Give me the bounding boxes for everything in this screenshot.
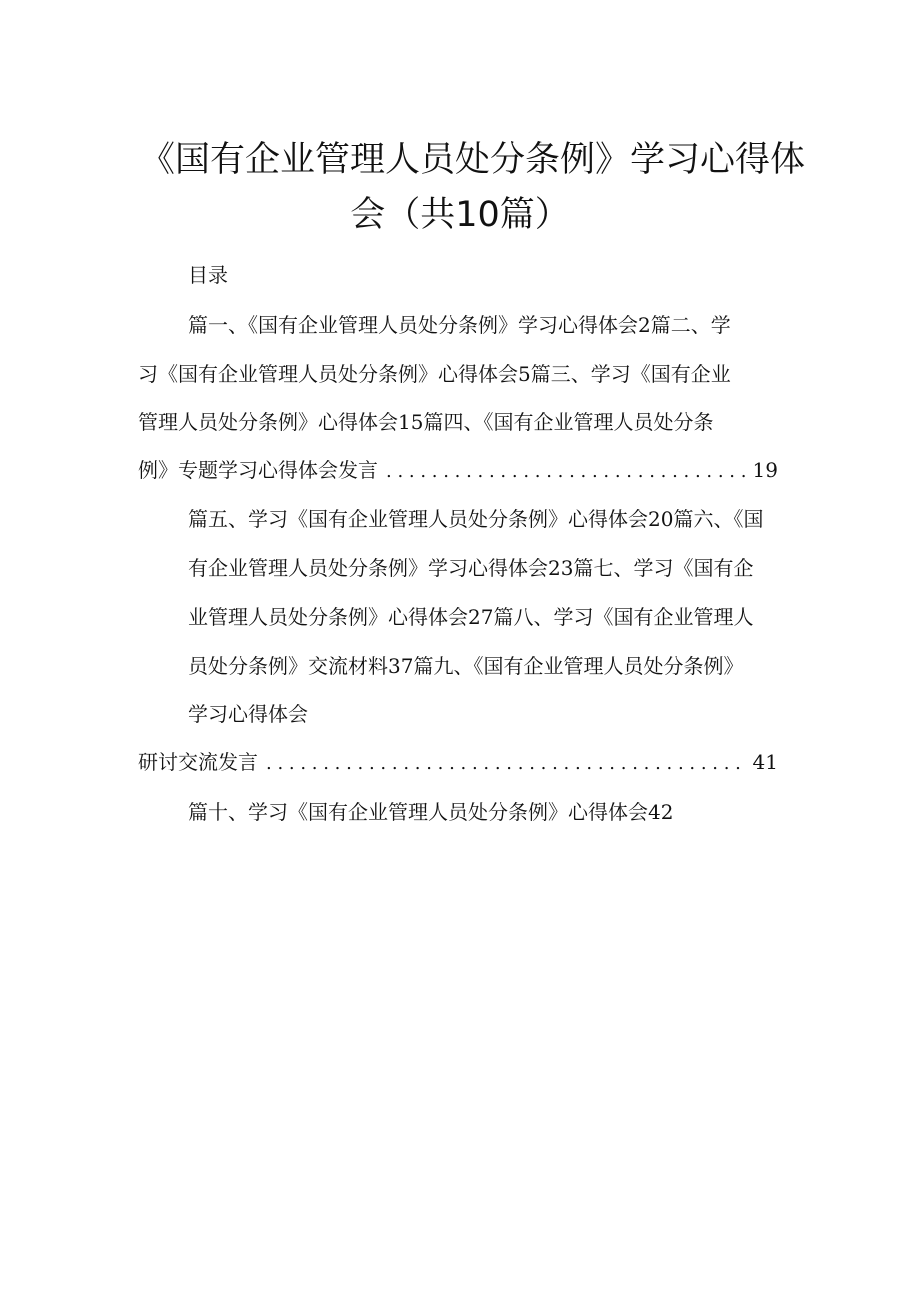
toc-line-10 xyxy=(138,749,778,777)
dot-leader xyxy=(386,459,747,485)
title-line-2: 会（共10篇） xyxy=(350,195,570,235)
toc-line-5: 篇五、学习《国有企业管理人员处分条例》心得体会20篇六、《国 xyxy=(188,507,764,531)
toc-entry-text: 例》专题学习心得体会发言 xyxy=(138,458,378,482)
toc-line-1: 篇一、《国有企业管理人员处分条例》学习心得体会2篇二、学 xyxy=(188,313,731,337)
document-title xyxy=(140,133,806,243)
toc-entry-text: 研讨交流发言 xyxy=(138,750,258,774)
toc-line-4 xyxy=(138,457,778,485)
toc-heading: 目录 xyxy=(188,263,228,287)
toc-line-8: 员处分条例》交流材料37篇九、《国有企业管理人员处分条例》 xyxy=(188,654,744,678)
dot-leader xyxy=(266,751,747,777)
toc-line-3: 管理人员处分条例》心得体会15篇四、《国有企业管理人员处分条 xyxy=(138,410,714,434)
toc-line-6: 有企业管理人员处分条例》学习心得体会23篇七、学习《国有企 xyxy=(188,556,754,580)
toc-line-9: 学习心得体会 xyxy=(188,702,308,726)
toc-line-11: 篇十、学习《国有企业管理人员处分条例》心得体会42 xyxy=(188,800,674,824)
page-number: 41 xyxy=(752,750,778,774)
page-number: 19 xyxy=(752,458,778,482)
toc-line-2: 习《国有企业管理人员处分条例》心得体会5篇三、学习《国有企业 xyxy=(138,362,731,386)
title-line-1: 《国有企业管理人员处分条例》学习心得体 xyxy=(140,140,806,180)
toc-line-7: 业管理人员处分条例》心得体会27篇八、学习《国有企业管理人 xyxy=(188,605,754,629)
